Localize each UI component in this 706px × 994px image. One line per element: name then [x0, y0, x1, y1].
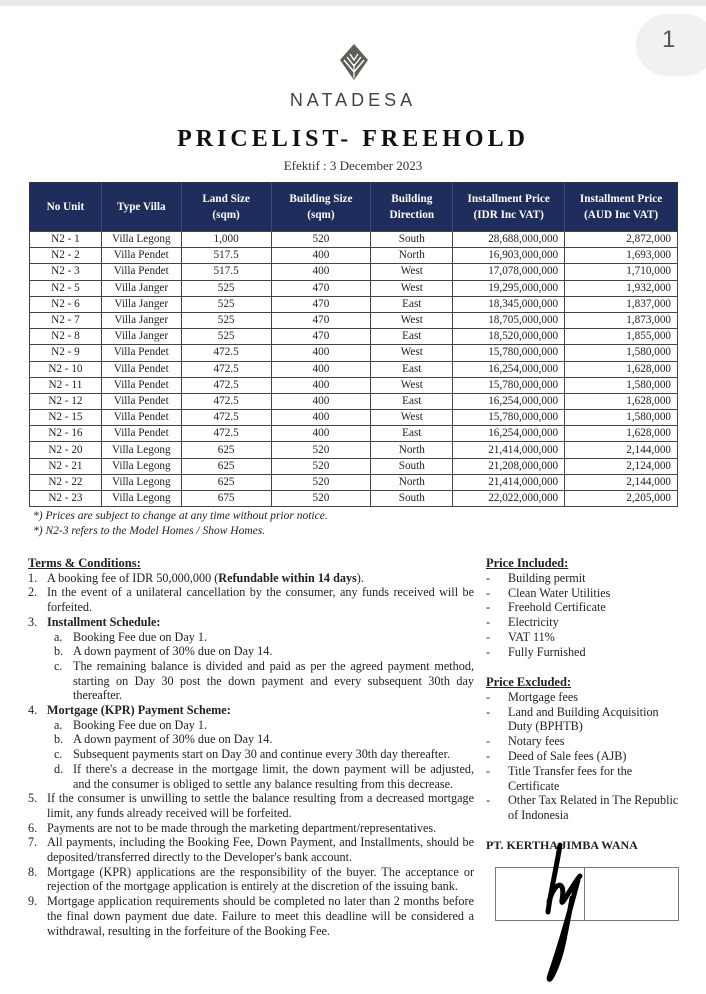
term-number: 1.: [28, 570, 38, 585]
table-cell: West: [371, 377, 453, 393]
column-header: [453, 183, 565, 232]
table-cell: Villa Pendet: [101, 248, 181, 264]
sub-term-item: [28, 718, 474, 733]
dash-bullet-icon: -: [486, 629, 491, 644]
table-cell: 472.5: [181, 393, 271, 409]
list-text: Electricity: [508, 615, 559, 630]
list-text: A down payment of 30% due on Day 14.: [73, 644, 273, 659]
list-text: A down payment of 30% due on Day 14.: [73, 732, 273, 747]
table-cell: 15,780,000,000: [453, 377, 565, 393]
column-header-line: Direction: [389, 209, 435, 221]
list-text: Subsequent payments start on Day 30 and continue every 30th day thereafter.: [73, 747, 451, 762]
table-cell: East: [371, 361, 453, 377]
list-marker: 5.: [28, 791, 38, 806]
table-cell: 18,345,000,000: [453, 296, 565, 312]
table-cell: South: [371, 232, 453, 248]
list-text: Payments are not to be made through the marketing department/representatives.: [47, 820, 437, 835]
list-text: VAT 11%: [508, 629, 555, 644]
table-cell: East: [371, 329, 453, 345]
table-cell: N2 - 15: [30, 410, 102, 426]
table-cell: North: [371, 248, 453, 264]
list-text: Title Transfer fees for the Certificate: [508, 763, 633, 793]
list-text: Mortgage application requirements should be completed no later than 2 months before the final down payment due date. Failure to meet this deadline will be considered a withdrawal, resulting in the forfeiture of the Booking Fee.: [47, 894, 474, 938]
table-cell: 472.5: [181, 345, 271, 361]
column-header-line: (IDR Inc VAT): [473, 209, 544, 221]
table-cell: 1,580,000: [565, 345, 678, 361]
term-item-3: [28, 615, 474, 630]
dash-bullet-icon: -: [486, 644, 491, 659]
sub-term-item: [28, 747, 474, 762]
list-text: Deed of Sale fees (AJB): [508, 748, 627, 763]
table-cell: 520: [271, 232, 371, 248]
sub-term-item: [28, 630, 474, 645]
table-row: [30, 426, 678, 442]
table-cell: 472.5: [181, 426, 271, 442]
table-row: [30, 377, 678, 393]
dash-bullet-icon: -: [486, 585, 491, 600]
column-header: [101, 183, 181, 232]
table-cell: 520: [271, 474, 371, 490]
column-header-line: Building Size: [289, 193, 353, 205]
table-cell: N2 - 9: [30, 345, 102, 361]
table-cell: West: [371, 264, 453, 280]
price-excluded-heading: Price Excluded:: [486, 675, 572, 689]
term-number: 2.: [28, 585, 38, 600]
table-cell: 400: [271, 345, 371, 361]
table-cell: 1,580,000: [565, 377, 678, 393]
document-title: PRICELIST- FREEHOLD: [177, 126, 529, 152]
table-row: [30, 296, 678, 312]
table-cell: East: [371, 393, 453, 409]
table-cell: 520: [271, 442, 371, 458]
terms-and-conditions: [28, 556, 474, 938]
table-notes: [33, 509, 328, 539]
list-marker: b.: [54, 644, 64, 659]
list-text: Freehold Certificate: [508, 600, 606, 615]
table-cell: 16,254,000,000: [453, 426, 565, 442]
list-marker: a.: [54, 717, 63, 732]
table-cell: 400: [271, 393, 371, 409]
table-row: [30, 232, 678, 248]
table-cell: 472.5: [181, 361, 271, 377]
term-item: [28, 894, 474, 938]
table-cell: 675: [181, 491, 271, 507]
sub-term-item: [28, 659, 474, 703]
table-cell: West: [371, 280, 453, 296]
list-text: The remaining balance is divided and paid as per the agreed payment method, starting on Day 30 post the down payment and every subsequent 30th day thereafter.: [73, 658, 474, 703]
sub-term-item: [28, 762, 474, 791]
table-cell: 1,873,000: [565, 312, 678, 328]
terms-heading: Terms & Conditions:: [28, 556, 141, 570]
table-cell: North: [371, 474, 453, 490]
list-marker: a.: [54, 629, 63, 644]
list-marker: b.: [54, 732, 64, 747]
table-row: [30, 410, 678, 426]
table-cell: 1,628,000: [565, 426, 678, 442]
table-cell: 525: [181, 329, 271, 345]
installment-schedule-list: [28, 630, 474, 704]
table-cell: West: [371, 410, 453, 426]
column-header-line: No Unit: [46, 201, 85, 213]
list-text: Booking Fee due on Day 1.: [73, 629, 208, 644]
table-cell: N2 - 1: [30, 232, 102, 248]
table-cell: 16,254,000,000: [453, 393, 565, 409]
list-text: Notary fees: [508, 734, 565, 749]
table-cell: 1,580,000: [565, 410, 678, 426]
table-row: [30, 280, 678, 296]
list-text: Building permit: [508, 570, 586, 585]
list-marker: 7.: [28, 835, 38, 850]
table-cell: West: [371, 312, 453, 328]
table-cell: 1,000: [181, 232, 271, 248]
column-header-line: (sqm): [307, 209, 335, 221]
list-marker: c.: [54, 747, 63, 762]
signatory-company: PT. KERTHA JIMBA WANA: [486, 838, 638, 852]
table-cell: 520: [271, 491, 371, 507]
list-text: Clean Water Utilities: [508, 585, 611, 600]
table-cell: 625: [181, 442, 271, 458]
table-cell: 1,628,000: [565, 393, 678, 409]
table-cell: 525: [181, 280, 271, 296]
table-cell: N2 - 23: [30, 491, 102, 507]
table-cell: 470: [271, 296, 371, 312]
table-row: [30, 264, 678, 280]
note-model-homes: *) N2-3 refers to the Model Homes / Show Homes.: [33, 525, 266, 537]
list-text: If the consumer is unwilling to settle the balance resulting from a decreased mortgage limit, any funds already received will be forfeited.: [47, 791, 474, 820]
table-cell: 22,022,000,000: [453, 491, 565, 507]
table-cell: North: [371, 442, 453, 458]
table-cell: 16,903,000,000: [453, 248, 565, 264]
table-cell: 400: [271, 264, 371, 280]
column-header: [565, 183, 678, 232]
table-cell: 1,628,000: [565, 361, 678, 377]
table-cell: 400: [271, 426, 371, 442]
excluded-item: [486, 764, 686, 794]
signature-icon: [520, 840, 610, 990]
mortgage-scheme-list: [28, 718, 474, 792]
excluded-item: [486, 749, 686, 764]
table-cell: N2 - 6: [30, 296, 102, 312]
term-item-1: [28, 571, 474, 586]
price-included-section: [486, 556, 686, 660]
table-cell: 28,688,000,000: [453, 232, 565, 248]
table-cell: 16,254,000,000: [453, 361, 565, 377]
table-row: [30, 329, 678, 345]
list-text: Mortgage (KPR) applications are the responsibility of the buyer. The acceptance or rejection of the mortgage application is entirely at the discretion of the issuing bank.: [47, 864, 474, 894]
table-cell: 400: [271, 410, 371, 426]
sub-term-item: [28, 732, 474, 747]
table-cell: Villa Pendet: [101, 410, 181, 426]
dash-bullet-icon: -: [486, 570, 491, 585]
term-item: [28, 865, 474, 894]
included-item: [486, 615, 686, 630]
list-text: Land and Building Acquisition Duty (BPHTB): [508, 704, 659, 734]
excluded-item: [486, 690, 686, 705]
table-cell: 470: [271, 280, 371, 296]
table-cell: 525: [181, 312, 271, 328]
table-cell: 2,205,000: [565, 491, 678, 507]
column-header: [30, 183, 102, 232]
included-item: [486, 571, 686, 586]
remaining-terms-list: [28, 791, 474, 938]
list-marker: d.: [54, 761, 64, 776]
included-item: [486, 630, 686, 645]
table-cell: N2 - 20: [30, 442, 102, 458]
table-cell: 472.5: [181, 377, 271, 393]
column-header-line: (sqm): [212, 209, 240, 221]
included-item: [486, 586, 686, 601]
table-row: [30, 248, 678, 264]
term-item-2: [28, 585, 474, 614]
table-cell: 2,124,000: [565, 458, 678, 474]
table-cell: 400: [271, 248, 371, 264]
table-cell: East: [371, 296, 453, 312]
table-cell: 517.5: [181, 264, 271, 280]
table-row: [30, 491, 678, 507]
table-cell: N2 - 16: [30, 426, 102, 442]
dash-bullet-icon: -: [486, 689, 491, 704]
term-bold-text: Refundable within 14 days: [218, 570, 357, 585]
viewer-top-bar: [0, 0, 706, 6]
dash-bullet-icon: -: [486, 600, 491, 615]
table-cell: 2,144,000: [565, 474, 678, 490]
page-number-badge: [636, 14, 706, 76]
term-item: [28, 791, 474, 820]
table-cell: 472.5: [181, 410, 271, 426]
table-cell: 470: [271, 329, 371, 345]
table-cell: 21,414,000,000: [453, 474, 565, 490]
table-cell: 18,520,000,000: [453, 329, 565, 345]
pricelist-table: [29, 182, 678, 507]
natadesa-logo-icon: [338, 42, 370, 82]
table-cell: Villa Legong: [101, 458, 181, 474]
column-header: [271, 183, 371, 232]
list-text: Fully Furnished: [508, 644, 586, 659]
table-cell: Villa Legong: [101, 491, 181, 507]
dash-bullet-icon: -: [486, 734, 491, 749]
list-text: All payments, including the Booking Fee, Down Payment, and Installments, should be deposited/transferred directly to the Developer's bank account.: [47, 835, 474, 865]
list-marker: c.: [54, 658, 63, 673]
table-cell: Villa Janger: [101, 296, 181, 312]
list-text: Booking Fee due on Day 1.: [73, 717, 208, 732]
table-cell: South: [371, 491, 453, 507]
table-cell: Villa Janger: [101, 280, 181, 296]
table-cell: Villa Janger: [101, 329, 181, 345]
list-text: Other Tax Related in The Republic of Indonesia: [508, 793, 679, 823]
table-cell: South: [371, 458, 453, 474]
table-row: [30, 361, 678, 377]
table-cell: 18,705,000,000: [453, 312, 565, 328]
list-marker: 6.: [28, 820, 38, 835]
table-cell: 525: [181, 296, 271, 312]
price-excluded-list: [486, 690, 686, 823]
table-cell: 2,144,000: [565, 442, 678, 458]
table-row: [30, 345, 678, 361]
table-header-row: [30, 183, 678, 232]
table-cell: 15,780,000,000: [453, 345, 565, 361]
table-cell: 1,932,000: [565, 280, 678, 296]
table-cell: 2,872,000: [565, 232, 678, 248]
column-header-line: Building: [391, 193, 433, 205]
table-cell: Villa Pendet: [101, 361, 181, 377]
table-cell: Villa Pendet: [101, 426, 181, 442]
dash-bullet-icon: -: [486, 748, 491, 763]
column-header-line: Type Villa: [116, 201, 166, 213]
table-cell: 400: [271, 377, 371, 393]
column-header-line: Land Size: [202, 193, 250, 205]
effective-date: Efektif : 3 December 2023: [283, 158, 423, 173]
table-row: [30, 458, 678, 474]
table-cell: Villa Pendet: [101, 345, 181, 361]
list-marker: 8.: [28, 864, 38, 879]
table-cell: 1,710,000: [565, 264, 678, 280]
table-cell: Villa Legong: [101, 442, 181, 458]
page-number: 1: [662, 26, 676, 53]
table-cell: West: [371, 345, 453, 361]
table-cell: N2 - 11: [30, 377, 102, 393]
table-cell: 17,078,000,000: [453, 264, 565, 280]
column-header-line: Installment Price: [467, 193, 550, 205]
dash-bullet-icon: -: [486, 704, 491, 719]
column-header: [371, 183, 453, 232]
table-cell: 1,855,000: [565, 329, 678, 345]
table-cell: Villa Pendet: [101, 264, 181, 280]
column-header-line: Installment Price: [579, 193, 663, 205]
table-cell: N2 - 8: [30, 329, 102, 345]
table-cell: 625: [181, 474, 271, 490]
term-text-end: ).: [356, 570, 364, 585]
table-cell: 19,295,000,000: [453, 280, 565, 296]
table-cell: Villa Janger: [101, 312, 181, 328]
table-cell: 400: [271, 361, 371, 377]
list-marker: 9.: [28, 894, 38, 909]
list-text: Mortgage fees: [508, 689, 579, 704]
table-cell: N2 - 5: [30, 280, 102, 296]
table-cell: N2 - 7: [30, 312, 102, 328]
excluded-item: [486, 734, 686, 749]
excluded-item: [486, 793, 686, 823]
sub-term-item: [28, 644, 474, 659]
table-row: [30, 474, 678, 490]
term-number: 3.: [28, 614, 38, 629]
price-included-list: [486, 571, 686, 660]
table-cell: 15,780,000,000: [453, 410, 565, 426]
brand-name: NATADESA: [289, 90, 417, 110]
table-cell: N2 - 3: [30, 264, 102, 280]
table-cell: N2 - 21: [30, 458, 102, 474]
price-excluded-section: [486, 675, 686, 823]
term-title: Installment Schedule:: [47, 614, 161, 629]
term-number: 4.: [28, 703, 38, 718]
note-price-change: *) Prices are subject to change at any time without prior notice.: [33, 510, 328, 522]
term-item: [28, 821, 474, 836]
included-item: [486, 600, 686, 615]
table-cell: 1,693,000: [565, 248, 678, 264]
term-text: In the event of a unilateral cancellation by the consumer, any funds received will be forfeited.: [47, 585, 474, 615]
table-cell: Villa Legong: [101, 474, 181, 490]
table-cell: 21,414,000,000: [453, 442, 565, 458]
table-cell: Villa Pendet: [101, 393, 181, 409]
table-cell: 517.5: [181, 248, 271, 264]
term-title: Mortgage (KPR) Payment Scheme:: [47, 703, 231, 718]
list-text: If there's a decrease in the mortgage limit, the down payment will be adjusted, and the consumer is obliged to settle any balance resulting from this decrease.: [73, 761, 474, 791]
excluded-item: [486, 705, 686, 735]
included-item: [486, 645, 686, 660]
table-cell: 520: [271, 458, 371, 474]
term-text: A booking fee of IDR 50,000,000 (: [47, 570, 219, 585]
table-cell: Villa Pendet: [101, 377, 181, 393]
table-cell: East: [371, 426, 453, 442]
table-cell: N2 - 2: [30, 248, 102, 264]
dash-bullet-icon: -: [486, 793, 491, 808]
table-cell: 625: [181, 458, 271, 474]
dash-bullet-icon: -: [486, 615, 491, 630]
dash-bullet-icon: -: [486, 763, 491, 778]
table-cell: 1,837,000: [565, 296, 678, 312]
table-body: [30, 232, 678, 507]
table-cell: N2 - 22: [30, 474, 102, 490]
table-cell: N2 - 12: [30, 393, 102, 409]
term-item: [28, 835, 474, 864]
term-item-4: [28, 703, 474, 718]
table-row: [30, 312, 678, 328]
table-cell: Villa Legong: [101, 232, 181, 248]
table-row: [30, 442, 678, 458]
table-cell: N2 - 10: [30, 361, 102, 377]
table-cell: 21,208,000,000: [453, 458, 565, 474]
column-header: [181, 183, 271, 232]
column-header-line: (AUD Inc VAT): [584, 209, 659, 221]
table-cell: 470: [271, 312, 371, 328]
price-included-heading: Price Included:: [486, 556, 569, 570]
table-row: [30, 393, 678, 409]
